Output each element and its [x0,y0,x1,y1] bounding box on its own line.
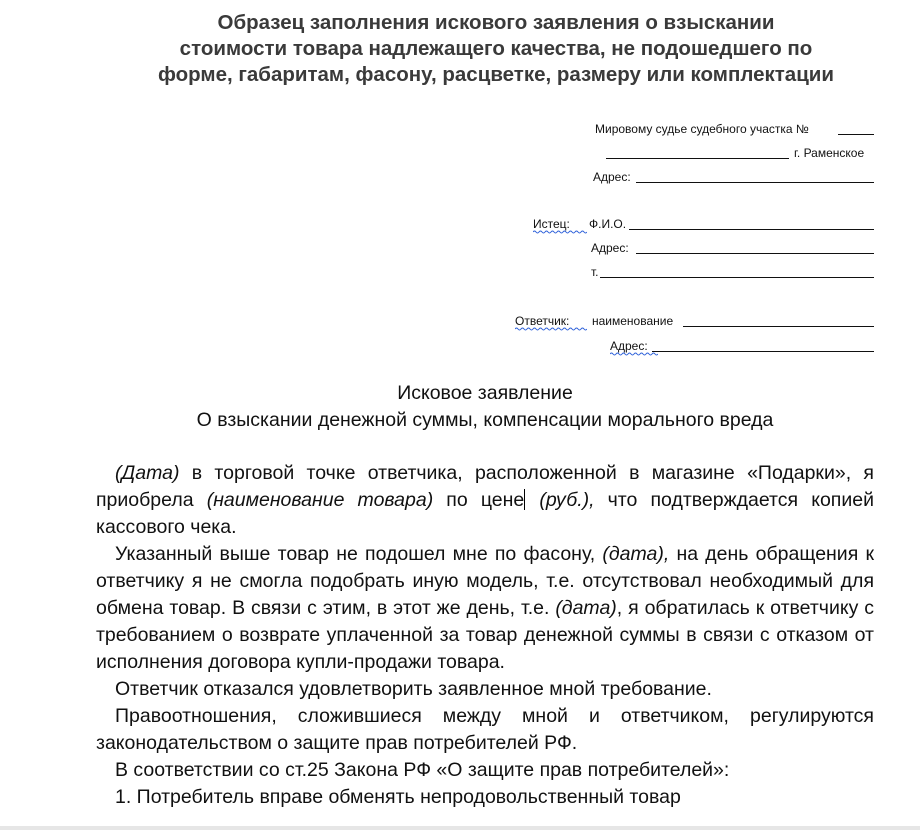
defendant-spellcheck-underline [515,327,587,331]
paragraph-4: Правоотношения, сложившиеся между мной и ответчиком, регулируются законодательством о защите прав потребителей РФ. [96,705,874,754]
plaintiff-address-label: Адрес: [591,241,629,255]
judge-name-blank [606,158,789,159]
paragraph-6: 1. Потребитель вправе обменять непродовольственный товар [115,786,681,808]
date-placeholder: (Дата) [115,462,180,484]
defendant-address-blank [652,351,874,352]
product-placeholder: (наименование товара) [206,489,434,511]
heading-line-2: стоимости товара надлежащего качества, не подошедшего по [179,37,813,60]
plaintiff-spellcheck-underline [533,230,587,234]
paragraph-1: (Дата) в торговой точке ответчика, расположенной в магазине «Подарки», я приобрела (наименование товара) по цене (руб.), что подтверждается копией кассового чека. [96,462,874,538]
defendant-name-label: наименование [592,314,674,328]
addressee-address-label: Адрес: [593,170,631,184]
heading-line-3: форме, габаритам, фасону, расцветке, размеру или комплектации [157,63,835,86]
judge-label: Мировому судье судебного участка № [595,122,809,136]
plaintiff-phone-label: т. [591,265,599,279]
heading-line-1: Образец заполнения искового заявления о взыскании [217,11,775,34]
paragraph-3: Ответчик отказался удовлетворить заявленное мной требование. [115,678,712,700]
plaintiff-phone-blank [600,277,874,278]
price-placeholder: (руб.), [526,489,595,511]
date-placeholder: (дата) [555,597,617,619]
addressee-address-blank [636,182,874,183]
document-body[interactable] [96,460,874,811]
plaintiff-name-blank [629,229,874,230]
paragraph-2: Указанный выше товар не подошел мне по фасону, (дата), на день обращения к ответчику я не смогла подобрать иную модель, т.е. отсутствовал необходимый для обмена товар. В связи с этим, в этот же день, т.е. (дата), я обратилась к ответчику с требованием о возврате уплаченной за товар денежной суммы в связи с отказом от исполнения договора купли-продажи товара. [96,543,874,673]
plaintiff-label: Истец: [533,217,570,231]
document-title: Исковое заявление [397,382,573,404]
city-label: г. Раменское [794,146,865,160]
date-placeholder: (дата), [602,543,670,565]
plaintiff-name-label: Ф.И.О. [589,217,627,231]
page-edge [0,826,920,830]
defendant-label: Ответчик: [515,314,570,328]
defendant-name-blank [683,326,874,327]
paragraph-5: В соответствии со ст.25 Закона РФ «О защите прав потребителей»: [115,759,730,781]
plaintiff-address-blank [636,253,874,254]
judge-precinct-blank [838,134,874,135]
document-heading [96,10,896,88]
defendant-address-spellcheck-underline [610,352,658,356]
document-subtitle: О взыскании денежной суммы, компенсации морального вреда [196,409,774,431]
defendant-address-label: Адрес: [610,339,648,353]
